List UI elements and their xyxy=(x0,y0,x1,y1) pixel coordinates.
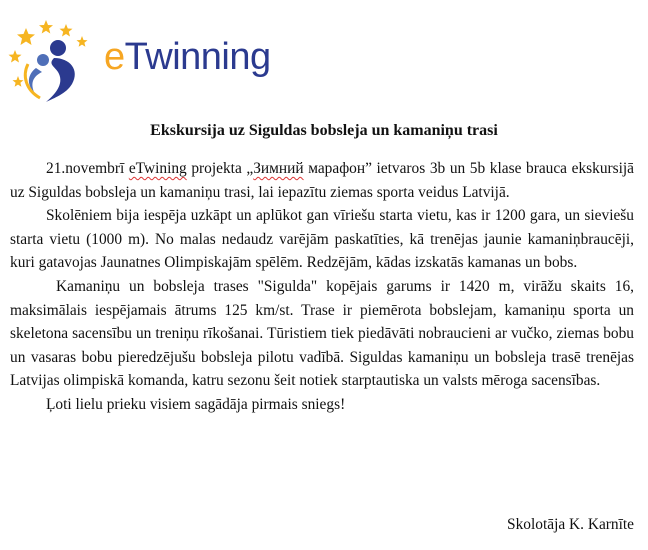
p1-etwinning: eTwining xyxy=(128,160,187,177)
p1-rest: марафон” ietvaros 3b un 5b klase brauca ekskursijā uz Siguldas bobsleja un kamaniņu trasi, lai iepazītu ziemas sporta veidus Latvijā. xyxy=(10,160,635,201)
wordmark-rest: Twinning xyxy=(124,36,271,78)
article-body xyxy=(10,157,634,417)
signature: Skolotāja K. Karnīte xyxy=(507,516,634,533)
etwinning-logo xyxy=(8,18,273,108)
etwinning-wordmark xyxy=(104,38,271,76)
p1-mid: projekta „ xyxy=(186,160,254,177)
etwinning-emblem-icon xyxy=(8,18,103,108)
p1-russian-word: Зимний xyxy=(253,160,304,177)
paragraph-4: Ļoti lielu prieku visiem sagādāja pirmais sniegs! xyxy=(46,395,346,413)
paragraph-2: Skolēniem bija iespēja uzkāpt un aplūkot gan vīriešu starta vietu, kas ir 1200 gara, un sieviešu starta vietu (1000 m). No malas nedaudz varējām paskatīties, kā trenējas jaunie kamaniņbraucēji, kuri gatavojas Jaunatnes Olimpiskajām spēlēm. Redzējām, kādas izskatās kamanas un bobs. xyxy=(10,207,634,272)
article-title: Ekskursija uz Siguldas bobsleja un kamaniņu trasi xyxy=(150,122,498,139)
paragraph-1 xyxy=(10,157,634,204)
paragraph-3: Kamaniņu un bobsleja trases "Sigulda" kopējais garums ir 1420 m, virāžu skaits 16, maksimālais iespējamais ātrums 125 km/st. Trase ir piemērota bobslejam, kamaniņu sporta un skeletona sacensību un treniņu rīkošanai. Tūristiem tiek piedāvāti nobraucieni ar vučko, ziemas bobu un vasaras bobu pieredzējušu bobsleja pilotu vadībā. Siguldas kamaniņu un bobsleja trasē trenējas Latvijas olimpiskā komanda, katru sezonu šeit notiek starptautiska un valsts mēroga sacensības. xyxy=(10,277,634,390)
wordmark-e: e xyxy=(104,36,125,78)
p1-prefix: 21.novembrī xyxy=(46,160,129,177)
